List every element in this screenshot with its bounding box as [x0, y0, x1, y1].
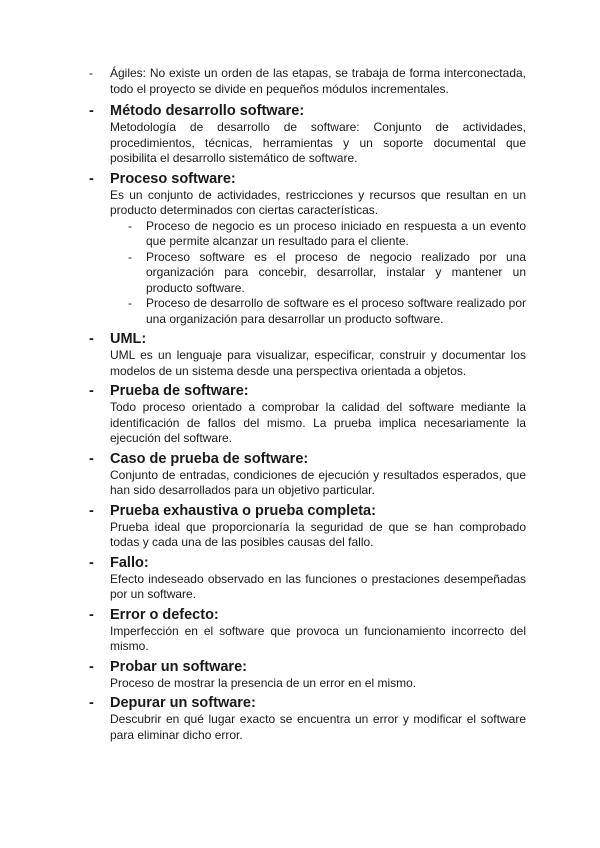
sub-list-item — [0, 250, 600, 297]
bullet-dash: - — [89, 331, 94, 347]
section-title: Fallo: — [110, 554, 149, 571]
section-title: Prueba exhaustiva o prueba completa: — [110, 502, 376, 519]
sub-list-item — [0, 219, 600, 250]
section-definition: Descubrir en qué lugar exacto se encuentra un error y modificar el software para eliminar dicho error. — [110, 712, 526, 742]
sub-bullet-dash: - — [128, 218, 132, 233]
bullet-dash: - — [89, 502, 94, 519]
sub-bullet-dash: - — [128, 296, 132, 310]
section-title: Depurar un software: — [110, 695, 256, 711]
bullet-dash: - — [89, 66, 93, 80]
bullet-dash: - — [89, 383, 94, 399]
bullet-dash: - — [89, 658, 94, 675]
section-title: Error o defecto: — [110, 606, 219, 623]
document-page — [0, 66, 600, 746]
section-definition: Imperfección en el software que provoca un funcionamiento incorrecto del mismo. — [110, 623, 526, 653]
sub-bullet-dash: - — [128, 249, 132, 264]
section-heading-row — [0, 606, 600, 624]
section-heading-row — [0, 382, 600, 400]
section-definition: UML es un lenguaje para visualizar, especificar, construir y documentar los modelos de un sistema desde una perspectiva orientada a objetos. — [110, 348, 526, 378]
section-heading-row — [0, 694, 600, 712]
section-definition: Conjunto de entradas, condiciones de ejecución y resultados esperados, que han sido desarrollados para un objetivo particular. — [110, 467, 526, 497]
section-definition: Prueba ideal que proporcionaría la seguridad de que se han comprobado todas y cada una de las posibles causas del fallo. — [110, 519, 526, 549]
bullet-dash: - — [89, 103, 94, 119]
sub-item-text: Proceso software es el proceso de negocio realizado por una organización para concebir, desarrollar, instalar y mantener un producto software. — [146, 249, 526, 295]
bullet-dash: - — [89, 554, 94, 571]
intro-bullet — [0, 66, 600, 97]
intro-text: Ágiles: No existe un orden de las etapas, se trabaja de forma interconectada, todo el proyecto se divide en pequeños módulos incrementales. — [110, 66, 526, 96]
section-title: Caso de prueba de software: — [110, 450, 309, 467]
bullet-dash: - — [89, 606, 94, 623]
bullet-dash: - — [89, 450, 94, 467]
section-definition: Efecto indeseado observado en las funciones o prestaciones desempeñadas por un software. — [110, 571, 526, 601]
section-title: Probar un software: — [110, 658, 247, 675]
section-title: Prueba de software: — [110, 383, 249, 399]
section-title: Proceso software: — [110, 170, 236, 187]
section-heading-row — [0, 658, 600, 676]
sub-item-text: Proceso de negocio es un proceso iniciado en respuesta a un evento que permite alcanzar un resultado para el cliente. — [146, 218, 526, 248]
section-heading-row — [0, 102, 600, 120]
section-definition: Es un conjunto de actividades, restricciones y recursos que resultan en un producto determinados con ciertas características. — [110, 187, 526, 217]
section-heading-row — [0, 502, 600, 520]
sub-item-text: Proceso de desarrollo de software es el proceso software realizado por una organización para desarrollar un producto software. — [146, 296, 526, 326]
section-title: UML: — [110, 331, 147, 347]
section-heading-row — [0, 170, 600, 188]
section-heading-row — [0, 330, 600, 348]
section-definition: Proceso de mostrar la presencia de un error en el mismo. — [110, 675, 417, 690]
bullet-dash: - — [89, 695, 94, 711]
section-definition: Metodología de desarrollo de software: Conjunto de actividades, procedimientos, técnicas, herramientas y un soporte documental que posibilita el desarrollo sistemático de software. — [110, 120, 526, 165]
section-definition: Todo proceso orientado a comprobar la calidad del software mediante la identificación de fallos del mismo. La prueba implica necesariamente la ejecución del software. — [110, 400, 526, 445]
section-heading-row — [0, 450, 600, 468]
section-title: Método desarrollo software: — [110, 103, 305, 119]
sub-list — [0, 219, 600, 328]
section-heading-row — [0, 554, 600, 572]
bullet-dash: - — [89, 170, 94, 187]
sub-list-item — [0, 296, 600, 327]
